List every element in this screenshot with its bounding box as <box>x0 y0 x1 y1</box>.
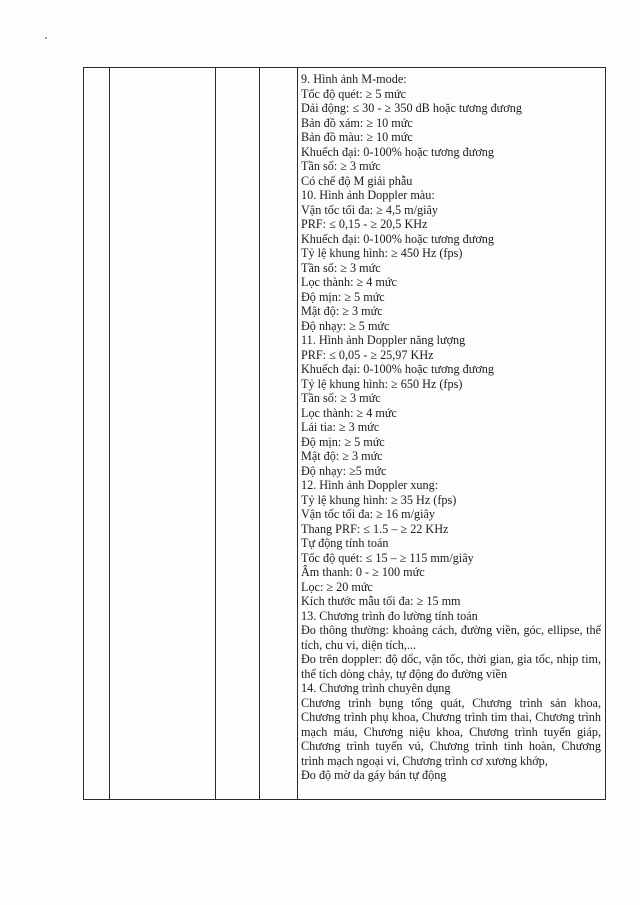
spec-line: Độ mịn: ≥ 5 mức <box>301 434 385 449</box>
spec-line: 14. Chương trình chuyên dụng <box>301 681 451 695</box>
spec-line: Lái tia: ≥ 3 mức <box>301 420 380 434</box>
scan-speck <box>45 37 47 39</box>
spec-line: 10. Hình ảnh Doppler màu: <box>301 188 435 202</box>
spec-line: Mật độ: ≥ 3 mức <box>301 304 383 318</box>
spec-line: Khuếch đại: 0-100% hoặc tương đương <box>301 362 494 376</box>
spec-line: Thang PRF: ≤ 1.5 – ≥ 22 KHz <box>301 521 449 536</box>
specification-cell <box>301 72 601 783</box>
spec-line: Lọc thành: ≥ 4 mức <box>301 405 397 420</box>
spec-paragraph: Chương trình bụng tổng quát, Chương trình sản khoa, Chương trình phụ khoa, Chương trình tim thai, Chương trình mạch máu, Chương niệu khoa, Chương trình tuyến giáp, Chương trình tuyến vú, Chương trình tinh hoàn, Chương trình mạch ngoại vi, Chương trình cơ xương khớp, <box>301 695 601 768</box>
spec-line: Vận tốc tối đa: ≥ 4,5 m/giây <box>301 202 439 217</box>
spec-line: Tần số: ≥ 3 mức <box>301 260 381 275</box>
spec-line: Tỷ lệ khung hình: ≥ 35 Hz (fps) <box>301 492 457 507</box>
spec-line: Dải động: ≤ 30 - ≥ 350 dB hoặc tương đương <box>301 101 522 115</box>
spec-paragraph: Đo trên doppler: độ dốc, vận tốc, thời gian, gia tốc, nhịp tim, thể tích dòng chảy, tự động đo đường viền <box>301 652 601 681</box>
spec-line: Bản đồ xám: ≥ 10 mức <box>301 115 413 130</box>
spec-line: Độ nhạy: ≥5 mức <box>301 463 387 478</box>
column-divider <box>259 68 260 799</box>
column-divider <box>215 68 216 799</box>
spec-line: Tỷ lệ khung hình: ≥ 650 Hz (fps) <box>301 376 463 391</box>
spec-line: Tự động tính toán <box>301 536 389 550</box>
column-divider <box>297 68 298 799</box>
spec-line: Tần số: ≥ 3 mức <box>301 391 381 405</box>
spec-line: Độ nhạy: ≥ 5 mức <box>301 318 390 333</box>
spec-line: PRF: ≤ 0,15 - ≥ 20,5 KHz <box>301 217 428 231</box>
spec-line: PRF: ≤ 0,05 - ≥ 25,97 KHz <box>301 347 434 362</box>
spec-line: 12. Hình ảnh Doppler xung: <box>301 478 439 492</box>
spec-line: Vận tốc tối đa: ≥ 16 m/giây <box>301 507 435 521</box>
spec-paragraph: Đo thông thường: khoảng cách, đường viền, góc, ellipse, thể tích, chu vi, diện tích,... <box>301 623 601 652</box>
spec-line: Lọc thành: ≥ 4 mức <box>301 275 397 289</box>
spec-line: Âm thanh: 0 - ≥ 100 mức <box>301 565 425 579</box>
spec-line: 13. Chương trình đo lường tính toán <box>301 608 478 623</box>
spec-line: Độ mịn: ≥ 5 mức <box>301 289 385 304</box>
spec-line: 11. Hình ảnh Doppler năng lượng <box>301 333 466 347</box>
spec-line: Đo độ mờ da gáy bán tự động <box>301 768 447 782</box>
spec-line: Tần số: ≥ 3 mức <box>301 159 381 173</box>
spec-line: Tốc độ quét: ≥ 5 mức <box>301 86 407 101</box>
spec-line: Khuếch đại: 0-100% hoặc tương đương <box>301 144 494 159</box>
spec-line: Kích thước mẫu tối đa: ≥ 15 mm <box>301 594 461 608</box>
column-divider <box>109 68 110 799</box>
spec-line: Bản đồ màu: ≥ 10 mức <box>301 130 413 144</box>
spec-line: Khuếch đại: 0-100% hoặc tương đương <box>301 231 494 246</box>
spec-line: Có chế độ M giải phẫu <box>301 173 413 188</box>
spec-line: 9. Hình ảnh M-mode: <box>301 72 407 86</box>
spec-line: Mật độ: ≥ 3 mức <box>301 449 383 463</box>
spec-line: Tốc độ quét: ≤ 15 – ≥ 115 mm/giây <box>301 550 474 565</box>
spec-line: Lọc: ≥ 20 mức <box>301 579 373 594</box>
spec-line: Tỷ lệ khung hình: ≥ 450 Hz (fps) <box>301 246 463 260</box>
